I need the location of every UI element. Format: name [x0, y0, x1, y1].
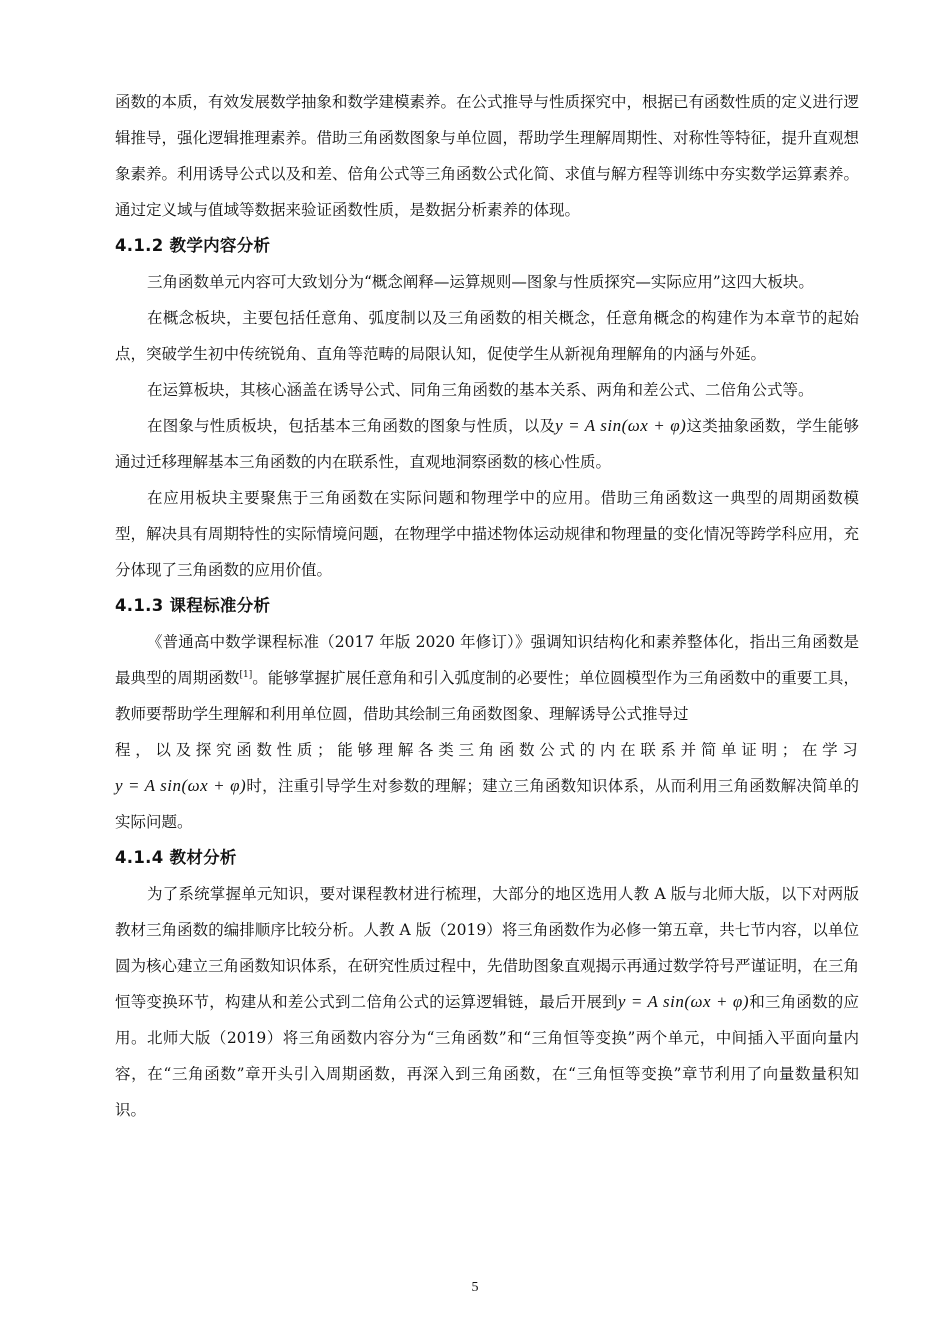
- formula: y = A sin(ωx + φ): [115, 776, 247, 795]
- paragraph-application-block: 在应用板块主要聚焦于三角函数在实际问题和物理学中的应用。借助三角函数这一典型的周期函数模型，解决具有周期特性的实际情境问题，在物理学中描述物体运动规律和物理量的变化情况等跨学科应用，充分体现了三角函数的应用价值。: [115, 489, 860, 579]
- paragraph-concept-block: 在概念板块，主要包括任意角、弧度制以及三角函数的相关概念，任意角概念的构建作为本章节的起始点，突破学生初中传统锐角、直角等范畴的局限认知，促使学生从新视角理解角的内涵与外延。: [115, 309, 859, 363]
- paragraph-textbook-analysis: [115, 876, 859, 1128]
- formula: y = A sin(ωx + φ): [617, 992, 749, 1011]
- section-heading-4-1-3: 4.1.3 课程标准分析: [115, 596, 271, 615]
- paragraph-core-literacy: 函数的本质，有效发展数学抽象和数学建模素养。在公式推导与性质探究中，根据已有函数性质的定义进行逻辑推导，强化逻辑推理素养。借助三角函数图象与单位圆，帮助学生理解周期性、对称性等特征，提升直观想象素养。利用诱导公式以及和差、倍角公式等三角函数公式化简、求值与解方程等训练中夯实数学运算素养。通过定义域与值域等数据来验证函数性质，是数据分析素养的体现。: [115, 93, 860, 219]
- paragraph-operation-block: 在运算板块，其核心涵盖在诱导公式、同角三角函数的基本关系、两角和差公式、二倍角公式等。: [147, 381, 814, 399]
- text-span: 在图象与性质板块，包括基本三角函数的图象与性质，以及: [147, 417, 556, 435]
- paragraph-curriculum-standard-end: [115, 768, 859, 840]
- body-text: [115, 84, 859, 1128]
- section-heading-4-1-4: 4.1.4 教材分析: [115, 848, 237, 867]
- text-span: 《普通高中数学课程标准（2017 年版 2020 年修订）》强调知识结构化和素养整体化，指出三角函数是最典型的周期函数: [115, 633, 859, 687]
- paragraph-content-overview: 三角函数单元内容可大致划分为“概念阐释—运算规则—图象与性质探究—实际应用”这四大板块。: [147, 273, 814, 291]
- text-span: 和三角函数的应用。北师大版（2019）将三角函数内容分为“三角函数”和“三角恒等变换”两个单元，中间插入平面向量内容，在“三角函数”章开头引入周期函数，再深入到三角函数，在“三角恒等变换”章节利用了向量数量积知识。: [115, 993, 859, 1119]
- formula: y = A sin(ωx + φ): [555, 416, 687, 435]
- paragraph-graph-block: [115, 408, 859, 480]
- text-span: 。能够掌握扩展任意角和引入弧度制的必要性；单位圆模型作为三角函数中的重要工具，教师要帮助学生理解和利用单位圆，借助其绘制三角函数图象、理解诱导公式推导过: [115, 669, 859, 723]
- section-heading-4-1-2: 4.1.2 教学内容分析: [115, 236, 271, 255]
- paragraph-curriculum-standard-spread-line: 程，以及探究函数性质；能够理解各类三角函数公式的内在联系并简单证明；在学习: [115, 741, 859, 759]
- text-span: 这类抽象函数，学生能够通过迁移理解基本三角函数的内在联系性，直观地洞察函数的核心性质。: [115, 417, 859, 471]
- page-number: 5: [471, 1280, 479, 1295]
- citation-marker: [1]: [239, 669, 253, 680]
- paragraph-curriculum-standard: [115, 624, 859, 732]
- text-span: 时，注重引导学生对参数的理解；建立三角函数知识体系，从而利用三角函数解决简单的实际问题。: [115, 777, 859, 831]
- text-span: 为了系统掌握单元知识，要对课程教材进行梳理，大部分的地区选用人教 A 版与北师大版，以下对两版教材三角函数的编排顺序比较分析。人教 A 版（2019）将三角函数作为必修一第五章，共七节内容，以单位圆为核心建立三角函数知识体系，在研究性质过程中，先借助图象直观揭示再通过数学符号严谨证明，在三角恒等变换环节，构建从和差公式到二倍角公式的运算逻辑链，最后开展到: [115, 885, 860, 1011]
